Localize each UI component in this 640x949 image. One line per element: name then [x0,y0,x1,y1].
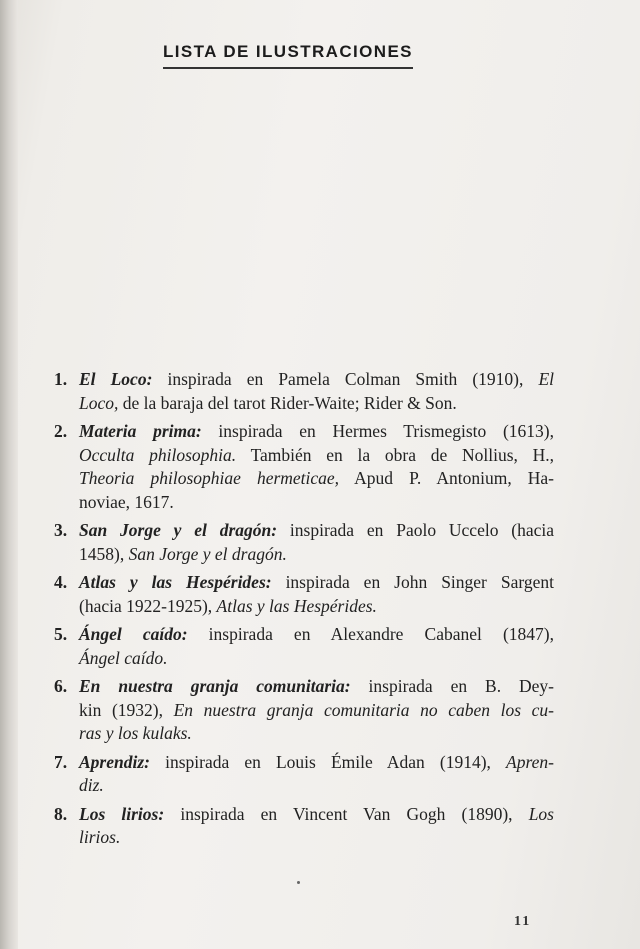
illustration-title: Aprendiz: [79,751,150,772]
work-title: lirios. [79,827,121,847]
item-text: inspirada en Louis Émile Adan (1914), [149,751,507,772]
item-text: inspirada en John Singer Sargent [271,572,554,592]
illustration-title: En nuestra granja comunitaria: [79,676,351,696]
list-item [54,519,554,566]
work-title: diz. [79,775,104,795]
item-text: kin (1932), [79,699,174,720]
illustration-title: Los lirios: [79,803,165,824]
item-number: 7. [54,751,68,772]
item-line [79,543,554,567]
item-line [79,623,554,647]
item-line [79,571,554,595]
illustration-title: El Loco: [79,369,153,389]
page-title: LISTA DE ILUSTRACIONES [163,42,413,69]
illustration-title: Atlas y las Hespérides: [79,572,272,592]
item-text: inspirada en Pamela Colman Smith (1910), [152,369,539,389]
list-item [54,368,554,415]
item-text: inspirada en B. Dey- [350,676,554,696]
item-text: También en la obra de Nollius, H., [236,444,554,465]
illustration-title: Ángel caído: [79,624,188,644]
item-number: 6. [54,676,68,696]
list-item [54,571,554,618]
item-number: 4. [54,572,68,592]
page-number: 11 [514,914,532,929]
work-title: Theoria philosophiae hermeticae, [79,468,340,488]
item-line [79,595,554,619]
item-number: 3. [54,520,68,540]
illustration-title: San Jorge y el dragón: [79,520,278,540]
item-text: de la baraja del tarot Rider-Waite; Rider & Son. [118,392,457,413]
item-line [79,751,554,775]
item-text: (hacia 1922-1925), [79,595,217,616]
list-item [54,623,554,670]
item-text: inspirada en Vincent Van Gogh (1890), [164,803,529,824]
work-title: Atlas y las Hespérides. [216,595,377,616]
item-line [79,392,554,416]
item-line [79,803,554,827]
item-text: 1458), [79,543,129,564]
item-line [79,722,554,746]
item-line [79,826,554,850]
list-item [54,751,554,798]
item-line [79,444,554,468]
illustration-title: Materia prima: [79,421,202,441]
item-line [79,675,554,699]
item-line [79,774,554,798]
item-line [79,699,554,723]
work-title: Loco, [79,392,119,413]
item-line [79,467,554,491]
item-line [79,368,554,392]
item-number: 8. [54,803,68,824]
item-text: inspirada en Hermes Trismegisto (1613), [201,421,554,441]
work-title: Occulta philosophia. [79,444,237,465]
work-title: El [538,369,554,389]
paper-speck [297,881,300,884]
illustration-list [54,368,554,855]
book-spine-shadow [0,0,18,949]
item-line [79,491,554,515]
list-item [54,675,554,746]
work-title: En nuestra granja comunitaria no caben los cu- [173,699,554,720]
work-title: Ángel caído. [79,647,168,668]
item-text: inspirada en Alexandre Cabanel (1847), [187,624,554,644]
item-line [79,519,554,543]
item-text: noviae, 1617. [79,491,174,512]
work-title: Apren- [506,751,554,772]
item-line [79,647,554,671]
work-title: ras y los kulaks. [79,723,192,743]
list-item [54,803,554,850]
work-title: Los [528,803,554,824]
item-number: 5. [54,624,68,644]
item-number: 2. [54,421,68,441]
bleed-through-text [390,0,630,290]
item-number: 1. [54,369,68,389]
list-item [54,420,554,514]
work-title: San Jorge y el dragón. [128,543,287,564]
item-text: Apud P. Antonium, Ha- [339,468,554,488]
item-line [79,420,554,444]
item-text: inspirada en Paolo Uccelo (hacia [277,520,555,540]
